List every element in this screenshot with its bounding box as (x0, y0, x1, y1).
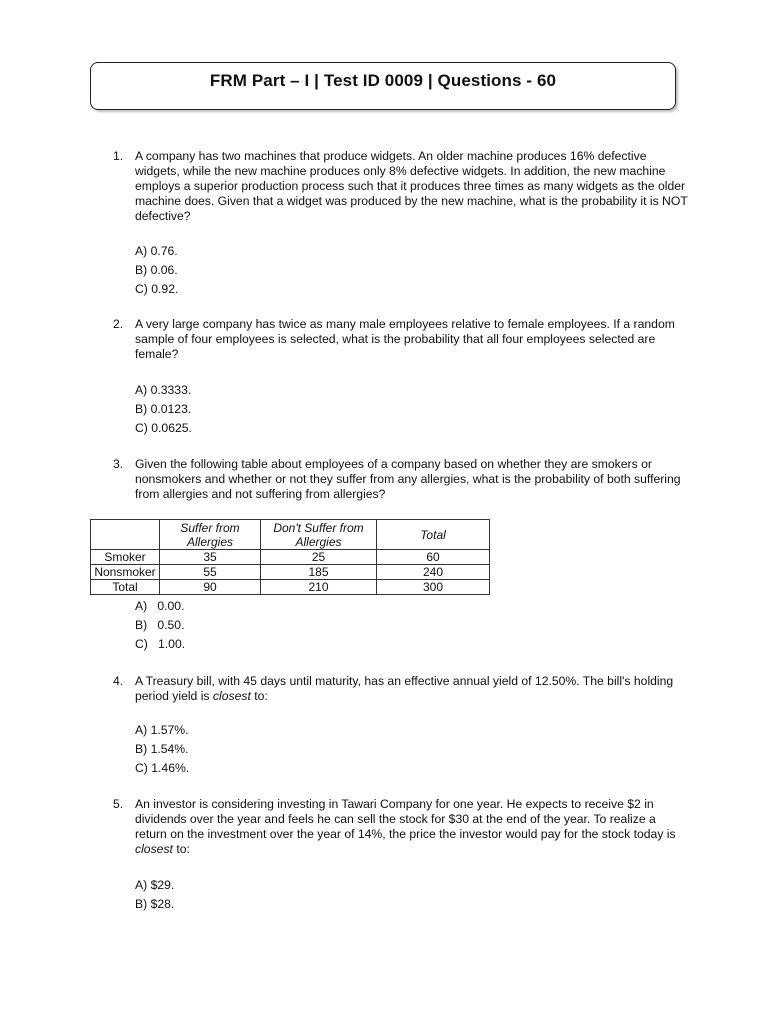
question-text: A very large company has twice as many male employees relative to female employees. If a random sample of four employees is selected, what is the probability that all four employees selected are female? (135, 317, 675, 361)
question-number: 3. (113, 457, 124, 471)
question-text-part: to: (172, 842, 190, 856)
question-2-options (135, 381, 192, 438)
table-cell: 185 (261, 565, 377, 580)
table-row (91, 565, 490, 580)
question-text-part: A Treasury bill, with 45 days until maturity, has an effective annual yield of 12.50%. The bill's holding period yield is (135, 674, 674, 703)
question-text: Given the following table about employees of a company based on whether they are smokers or nonsmokers and whether or not they suffer from any allergies, what is the probability of both suffering from allergies and not suffering from allergies? (135, 457, 681, 501)
option-a: A) 0.3333. (135, 383, 192, 397)
question-2 (113, 317, 688, 362)
table-cell: Nonsmoker (91, 565, 160, 580)
question-text (135, 797, 688, 857)
question-number: 5. (113, 797, 124, 811)
option-b: B) 0.50. (135, 618, 185, 632)
table-header-cell (91, 520, 160, 550)
table-cell: 25 (261, 550, 377, 565)
question-3 (113, 457, 688, 502)
option-c: C) 0.0625. (135, 421, 192, 435)
option-b: B) 1.54%. (135, 742, 189, 756)
question-1 (113, 149, 688, 224)
question-text-part: An investor is considering investing in Tawari Company for one year. He expects to receive $2 in dividends over the year and feels he can sell the stock for $30 at the end of the year. To realize a return on the investment over the year of 14%, the price the investor would pay for the stock today is (135, 797, 676, 841)
question-3-options (135, 597, 185, 654)
table-header-row (91, 520, 490, 550)
question-5-options (135, 876, 174, 914)
option-a: A) $29. (135, 878, 175, 892)
option-c: C) 0.92. (135, 282, 179, 296)
table-row (91, 550, 490, 565)
table-cell: 210 (261, 580, 377, 595)
table-cell: 35 (160, 550, 261, 565)
table-cell: 300 (377, 580, 490, 595)
question-1-options (135, 242, 178, 299)
table-header-cell: Don't Suffer from Allergies (261, 520, 377, 550)
table-header-cell: Suffer from Allergies (160, 520, 261, 550)
question-4-options (135, 721, 189, 778)
question-number: 1. (113, 149, 124, 163)
question-text: A company has two machines that produce widgets. An older machine produces 16% defective widgets, while the new machine produces only 8% defective widgets. In addition, the new machine employs a superior production process such that it produces three times as many widgets as the older machine does. Given that a widget was produced by the new machine, what is the probability it is NOT defective? (135, 149, 688, 223)
table-cell: Smoker (91, 550, 160, 565)
option-a: A) 0.76. (135, 244, 178, 258)
question-number: 4. (113, 674, 124, 688)
question-4 (113, 674, 688, 704)
option-b: B) $28. (135, 897, 175, 911)
table-cell: 240 (377, 565, 490, 580)
option-a: A) 0.00. (135, 599, 185, 613)
option-b: B) 0.0123. (135, 402, 192, 416)
allergy-table (90, 519, 490, 595)
option-c: C) 1.00. (135, 637, 186, 651)
table-cell: 60 (377, 550, 490, 565)
question-number: 2. (113, 317, 124, 331)
title-box (90, 62, 676, 110)
option-b: B) 0.06. (135, 263, 178, 277)
option-c: C) 1.46%. (135, 761, 190, 775)
table-header-cell: Total (377, 520, 490, 550)
page-title: FRM Part – I | Test ID 0009 | Questions - 60 (209, 71, 557, 90)
question-5 (113, 797, 688, 857)
option-a: A) 1.57%. (135, 723, 189, 737)
question-text-part: to: (250, 689, 268, 703)
question-text-emphasis: closest (212, 689, 251, 703)
table-cell: Total (91, 580, 160, 595)
table-cell: 90 (160, 580, 261, 595)
question-text-emphasis: closest (135, 842, 173, 856)
question-text (135, 674, 688, 704)
table-cell: 55 (160, 565, 261, 580)
table-row (91, 580, 490, 595)
